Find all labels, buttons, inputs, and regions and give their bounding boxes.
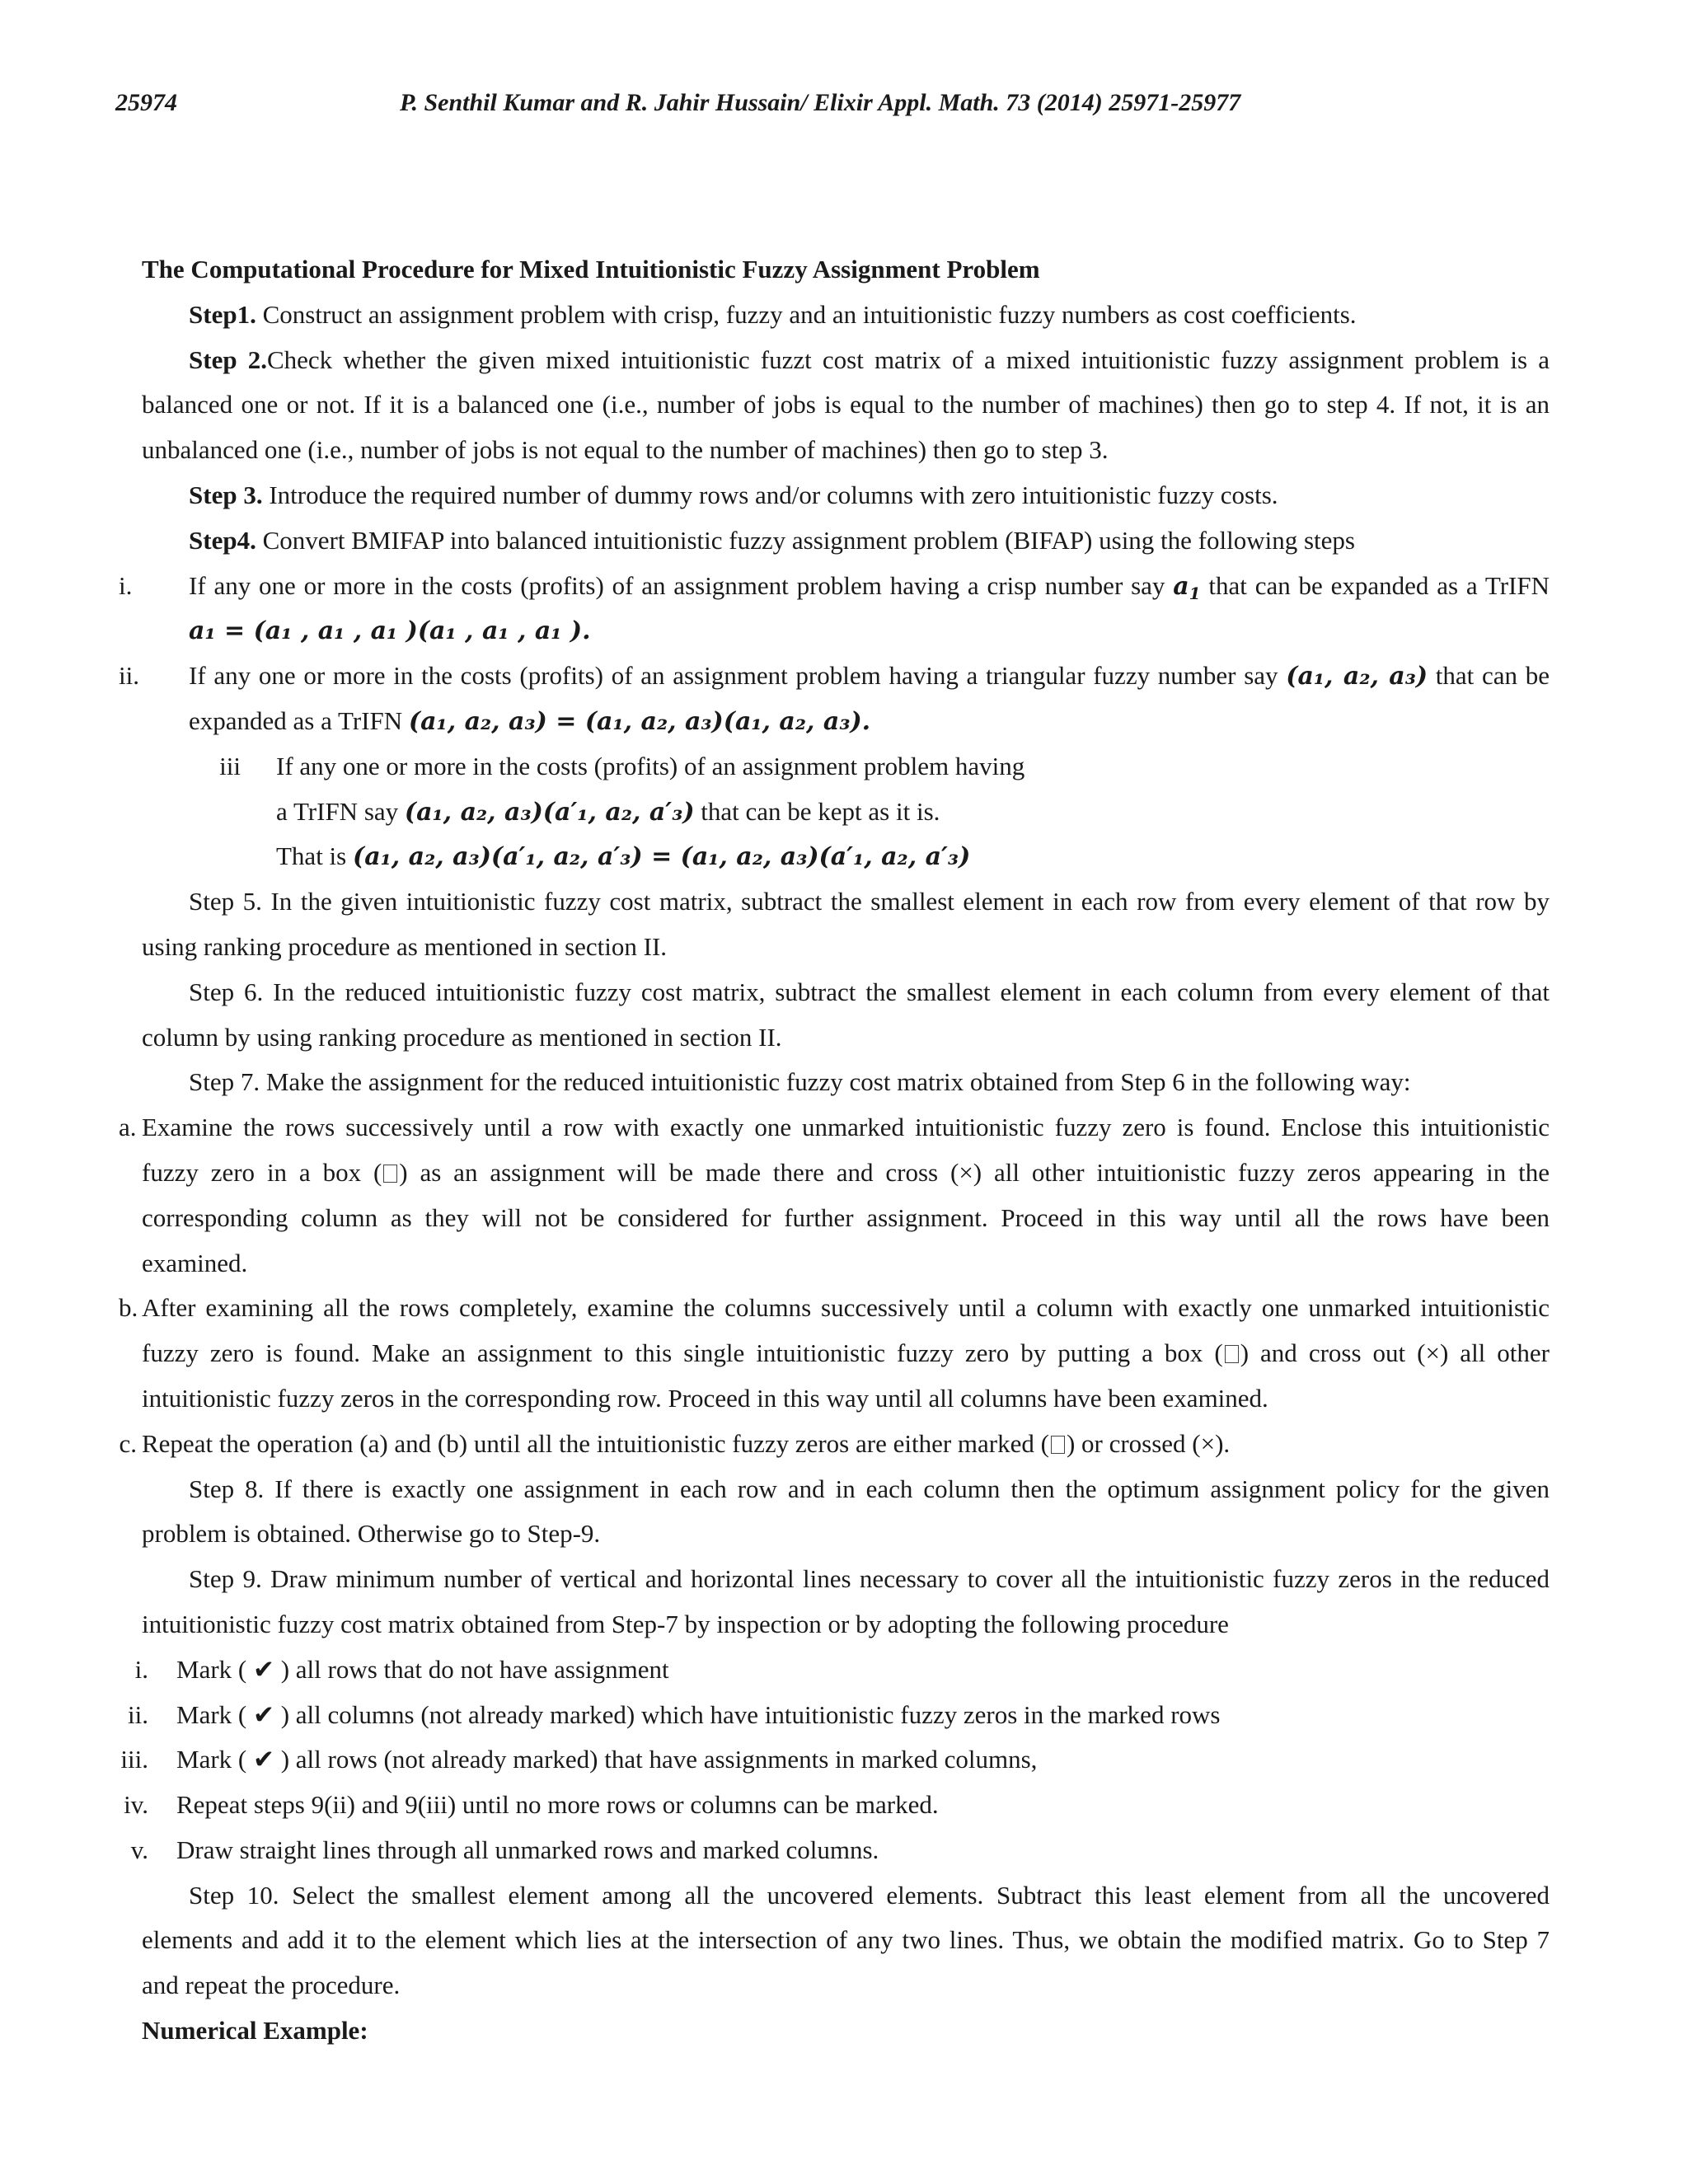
step4-item-i: i. If any one or more in the costs (profits) of an assignment problem having a crisp number say $a_1$ that can be expanded as a TrIFN <box>142 564 1550 609</box>
list-marker: iii. <box>120 1745 148 1774</box>
step7-item-b: b. After examining all the rows completely, examine the columns successively until a column with exactly one unmarked intuitionistic <box>142 1286 1550 1331</box>
list-marker: c. <box>119 1428 137 1458</box>
step4-item-ii: ii. If any one or more in the costs (profits) of an assignment problem having a triangular fuzzy number say (a₁, a₂, a₃) that can be <box>142 654 1550 699</box>
math-formula: a₁ = (a₁ , a₁ , a₁ )(a₁ , a₁ , a₁ ). <box>189 616 591 646</box>
list-marker: ii. <box>119 661 139 691</box>
step4-paragraph <box>142 518 1550 564</box>
step5-line2: using ranking procedure as mentioned in section II. <box>142 931 668 961</box>
step1-paragraph <box>142 293 1550 338</box>
step10-line3: and repeat the procedure. <box>142 1971 401 2000</box>
step9-item-i: i. Mark ( ✔ ) all rows that do not have assignment <box>142 1647 1550 1693</box>
step2-line1: Step 2.Check whether the given mixed intuitionistic fuzzt cost matrix of a mixed intuitionistic fuzzy assignment problem is a <box>189 344 1550 374</box>
list-marker: iv. <box>124 1790 148 1820</box>
step2-line2: balanced one or not. If it is a balanced one (i.e., number of jobs is equal to the number of machines) then go to step 4. If not, it is an <box>142 390 1550 419</box>
step10-line2: elements and add it to the element which lies at the intersection of any two lines. Thus, we obtain the modified matrix. Go to Step 7 <box>142 1925 1550 1955</box>
step3-paragraph <box>142 473 1550 518</box>
step7-item-c: c. Repeat the operation (a) and (b) until all the intuitionistic fuzzy zeros are either marked ( ) or crossed (×). <box>142 1422 1550 1467</box>
step4-item-iii-line3: That is (a₁, a₂, a₃)(a′₁, a₂, a′₃) = (a₁, a₂, a₃)(a′₁, a₂, a′₃) <box>276 841 971 872</box>
box-icon <box>1051 1436 1065 1454</box>
page-number: 25974 <box>115 89 177 116</box>
step9-line1: Step 9. Draw minimum number of vertical and horizontal lines necessary to cover all the intuitionistic fuzzy zeros in the reduced <box>189 1564 1550 1594</box>
math-triple: (a₁, a₂, a₃) <box>1286 662 1428 691</box>
step1-label: Step1. <box>189 299 256 329</box>
step1-text: Construct an assignment problem with crisp, fuzzy and an intuitionistic fuzzy numbers as cost coefficients. <box>256 299 1357 329</box>
step2-label: Step 2. <box>189 344 267 374</box>
step3-text: Introduce the required number of dummy rows and/or columns with zero intuitionistic fuzzy costs. <box>262 480 1278 509</box>
step8-line1: Step 8. If there is exactly one assignment in each row and in each column then the optimum assignment policy for the given <box>189 1474 1550 1503</box>
step7-item-a-line4: examined. <box>142 1248 248 1277</box>
check-mark-icon: ✔ <box>252 1699 274 1730</box>
math-a1: $a_1$ <box>1173 571 1201 603</box>
step10-line1: Step 10. Select the smallest element among all the uncovered elements. Subtract this least element from all the uncovered <box>189 1880 1550 1910</box>
step4-text: Convert BMIFAP into balanced intuitionistic fuzzy assignment problem (BIFAP) using the following steps <box>256 525 1355 555</box>
step7-item-a-line2: fuzzy zero in a box ( ) as an assignment will be made there and cross (×) all other intuitionistic fuzzy zeros appearing in the <box>142 1157 1550 1187</box>
step6-line1: Step 6. In the reduced intuitionistic fuzzy cost matrix, subtract the smallest element in each column from every element of that <box>189 977 1550 1006</box>
math-formula: (a₁, a₂, a₃) = (a₁, a₂, a₃)(a₁, a₂, a₃). <box>408 706 871 736</box>
list-marker: i. <box>134 1654 148 1684</box>
step7-item-a-line3: corresponding column as they will not be considered for further assignment. Proceed in this way until all the rows have been <box>142 1202 1550 1232</box>
step7-item-b-line2: fuzzy zero is found. Make an assignment to this single intuitionistic fuzzy zero by putting a box ( ) and cross out (×) all other <box>142 1338 1550 1368</box>
step9-item-v: v. Draw straight lines through all unmarked rows and marked columns. <box>142 1828 1550 1873</box>
box-icon <box>1225 1345 1239 1363</box>
math-trifn: (a₁, a₂, a₃)(a′₁, a₂, a′₃) <box>404 797 695 827</box>
list-marker: v. <box>130 1835 148 1864</box>
step2-line3: unbalanced one (i.e., number of jobs is not equal to the number of machines) then go to step 3. <box>142 435 1109 465</box>
check-mark-icon: ✔ <box>252 1745 274 1775</box>
numerical-example-heading: Numerical Example: <box>142 2016 368 2046</box>
list-marker: b. <box>119 1293 138 1323</box>
step6-line2: column by using ranking procedure as mentioned in section II. <box>142 1022 782 1052</box>
step9-item-iii: iii. Mark ( ✔ ) all rows (not already marked) that have assignments in marked columns, <box>142 1737 1550 1783</box>
step4-item-iii-line2: a TrIFN say (a₁, a₂, a₃)(a′₁, a₂, a′₃) that can be kept as it is. <box>276 796 940 827</box>
step5-line1: Step 5. In the given intuitionistic fuzzy cost matrix, subtract the smallest element in each row from every element of that row by <box>189 887 1550 916</box>
step9-line2: intuitionistic fuzzy cost matrix obtained from Step-7 by inspection or by adopting the following procedure <box>142 1609 1229 1638</box>
step7-item-a: a. Examine the rows successively until a row with exactly one unmarked intuitionistic fuzzy zero is found. Enclose this intuitionistic <box>142 1105 1550 1151</box>
box-icon <box>383 1165 397 1183</box>
step3-label: Step 3. <box>189 480 263 509</box>
math-formula: (a₁, a₂, a₃)(a′₁, a₂, a′₃) = (a₁, a₂, a₃)(a′₁, a₂, a′₃) <box>353 842 971 872</box>
step4-item-ii-formula: expanded as a TrIFN (a₁, a₂, a₃) = (a₁, a₂, a₃)(a₁, a₂, a₃). <box>189 705 871 736</box>
list-marker: ii. <box>128 1699 148 1729</box>
step9-item-iv: iv. Repeat steps 9(ii) and 9(iii) until no more rows or columns can be marked. <box>142 1783 1550 1828</box>
list-marker: iii <box>219 751 241 780</box>
page-body <box>119 247 1550 2054</box>
step7-item-b-line3: intuitionistic fuzzy zeros in the corresponding row. Proceed in this way until all columns have been examined. <box>142 1383 1268 1413</box>
section-title: The Computational Procedure for Mixed Intuitionistic Fuzzy Assignment Problem <box>142 255 1040 284</box>
list-marker: i. <box>119 570 133 600</box>
page-header <box>115 89 1541 127</box>
list-marker: a. <box>119 1113 137 1142</box>
step4-label: Step4. <box>189 525 256 555</box>
step4-item-iii: iii If any one or more in the costs (profits) of an assignment problem having <box>142 744 1550 790</box>
step7-intro: Step 7. Make the assignment for the reduced intuitionistic fuzzy cost matrix obtained from Step 6 in the following way: <box>189 1067 1411 1097</box>
step4-item-i-formula <box>142 608 1550 654</box>
running-title: P. Senthil Kumar and R. Jahir Hussain/ Elixir Appl. Math. 73 (2014) 25971-25977 <box>400 89 1241 116</box>
step8-line2: problem is obtained. Otherwise go to Step-9. <box>142 1519 601 1549</box>
check-mark-icon: ✔ <box>252 1654 274 1685</box>
step9-item-ii: ii. Mark ( ✔ ) all columns (not already marked) which have intuitionistic fuzzy zeros in the marked rows <box>142 1693 1550 1738</box>
